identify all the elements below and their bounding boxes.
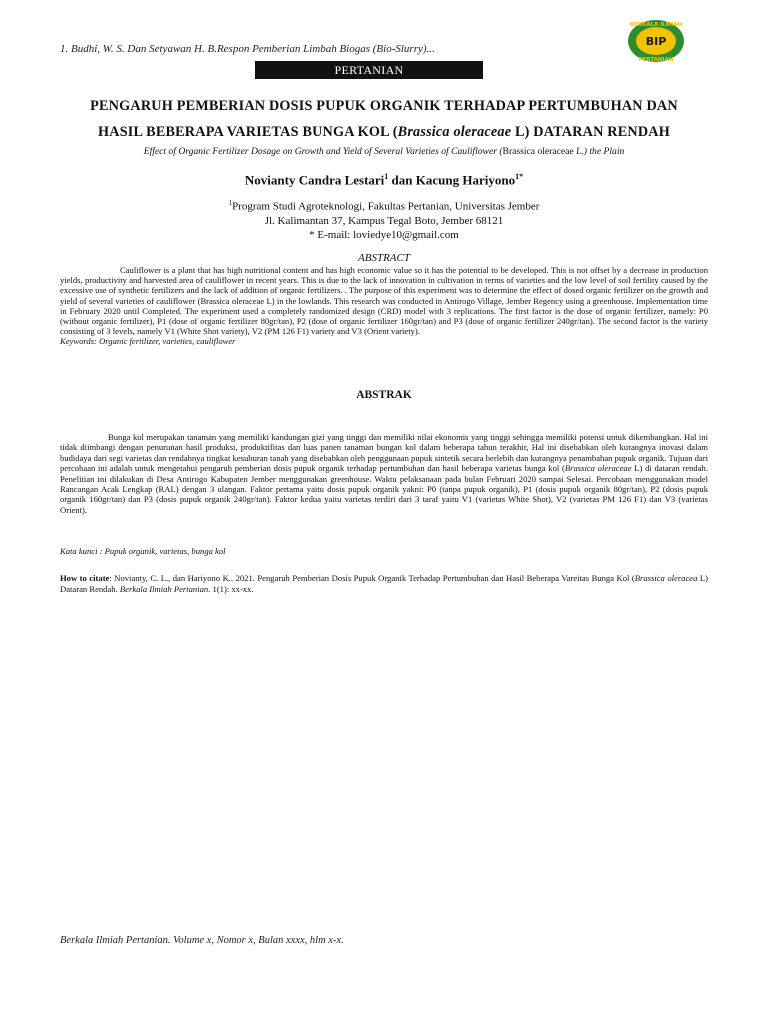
title-line-2: HASIL BEBERAPA VARIETAS BUNGA KOL (Brassica oleraceae L) DATARAN RENDAH xyxy=(98,124,670,140)
abstrak-paragraph: Bunga kol merupakan tanaman yang memiliki kandungan gizi yang tinggi dan memiliki nilai ekonomis yang tinggi sehingga memiliki potensi untuk dikembangkan. Hal ini tidak diimbangi dengan penurunan hasil produksi, produktifitas dan luas panen tanaman bungan kol dalam beberapa tahun terakhir, Hal ini disebabkan oleh kurangnya inovasi dalam budidaya dari segi varietas dan rendahnya tingkat kesuburan tanah yang disebabkan oleh penggunaan pupuk sintetik secara berlebih dan kurangnya penambahan pupuk organik. Tujuan dari percobaan ini adalah untuk mengetahui pengaruh pemberian dosis pupuk organik terhadap pertumbuhan dan hasil beberapa varietas bunga kol (Brassica oleraceae L) di dataran rendah. Penelitian ini dilakukan di Desa Antirogo Kabupaten Jember menggunakan greenhouse. Waktu pelaksanaan pada bulan Februari 2020 sampai Selesai. Percobaan menggunakan model Rancangan Acak Lengkap (RAL) dengan 3 ulangan. Faktor pertama yaitu dosis pupuk organik yakni: P0 (tanpa pupuk organik), P1 (dosis pupuk organik 80gr/tan), P2 (dosis pupuk organik 160gr/tan) dan P3 (dosis pupuk organik 240gr/tan). Faktor kedua yaitu varietas terdiri dari 3 taraf yaitu V1 (varietas White Shot), V2 (varietas PM 126 F1) dan V3 (varietas Orient). xyxy=(60,432,709,515)
abstrak-keywords: Kata kunci : Pupuk organik, varietas, bunga kol xyxy=(60,546,226,556)
logo-ring-bottom: PERTANIAN xyxy=(638,57,674,63)
abstract-heading: ABSTRACT xyxy=(358,252,410,264)
abstract-paragraph: Cauliflower is a plant that has high nutritional content and has high economic value so it has the potential to be developed. This is not offset by a decrease in production yields, productivity and harvested area of cauliflower in recent years. This is due to the lack of innovation in cultivation in terms of varieties and the low level of soil fertility caused by the excessive use of synthetic fertilizers and the lack of addition of organic fertilizers. . The purpose of this experiment was to determine the effect of dosed organic fertilizer on the growth and yield of several varieties of cauliflower (Brassica oleraceae L) in the lowlands. This research was conducted in Antirogo Village, Jember Regency using a greenhouse. Implementation time in February 2020 until Completed. The experiment used a completely randomized design (CRD) model with 3 replications. The first factor is the dose of organic fertilizer, namely: P0 (without organic fertilizer), P1 (dose of organic fertilizer 80gr/tan), P2 (dose of organic fertilizer 160gr/tan) and P3 (dose of organic fertilizer 240gr/tan). The second factor is the variety consisting of 3 levels, namely V1 (White Shot variety), V2 (PM 126 F1) variety and V3 (Orient variety). xyxy=(60,265,708,337)
abstract-body xyxy=(60,265,708,347)
running-head: 1. Budhi, W. S. Dan Setyawan H. B.Respon Pemberian Limbah Biogas (Bio-Slurry)... xyxy=(60,43,435,55)
author-email: * E-mail: loviedye10@gmail.com xyxy=(309,228,459,241)
how-to-cite: How to citate: Novianty, C. L., dan Hariyono K.. 2021. Pengaruh Pemberian Dosis Pupuk Organik Terhadap Pertumbuhan dan Hasil Beberapa Vareitas Bunga Kol (Brassica oleracea L) Dataran Rendah. Berkala Ilmiah Pertanian. 1(1): xx-xx. xyxy=(60,573,709,594)
journal-logo xyxy=(626,18,686,64)
authors: Novianty Candra Lestari$^1$ dan Kacung Hariyono$^{1*}$ xyxy=(244,172,524,188)
abstrak-heading: ABSTRAK xyxy=(356,389,412,401)
abstract-keywords: Keywords: Organic fertilizer, varieties, cauliflower xyxy=(60,336,236,347)
page-footer: Berkala Ilmiah Pertanian. Volume x, Nomor x, Bulan xxxx, hlm x-x. xyxy=(60,935,344,946)
abstrak-body xyxy=(60,432,708,515)
title-line-1: PENGARUH PEMBERIAN DOSIS PUPUK ORGANIK TERHADAP PERTUMBUHAN DAN xyxy=(90,98,678,114)
paper-title xyxy=(40,93,728,145)
logo-center: BIP xyxy=(645,35,667,48)
affiliation: $^1$Program Studi Agroteknologi, Fakultas Pertanian, Universitas Jember Jl. Kalimantan 37, Kampus Tegal Boto, Jember 68121 * E-mail: loviedye10@gmail.com xyxy=(40,196,728,242)
english-title: Effect of Organic Fertilizer Dosage on Growth and Yield of Several Varieties of Cauliflower (Brassica oleraceae L.) the Plain xyxy=(143,146,625,157)
section-label: PERTANIAN xyxy=(255,61,483,79)
logo-ring-top: BERKALA ILMIAH xyxy=(629,22,683,28)
